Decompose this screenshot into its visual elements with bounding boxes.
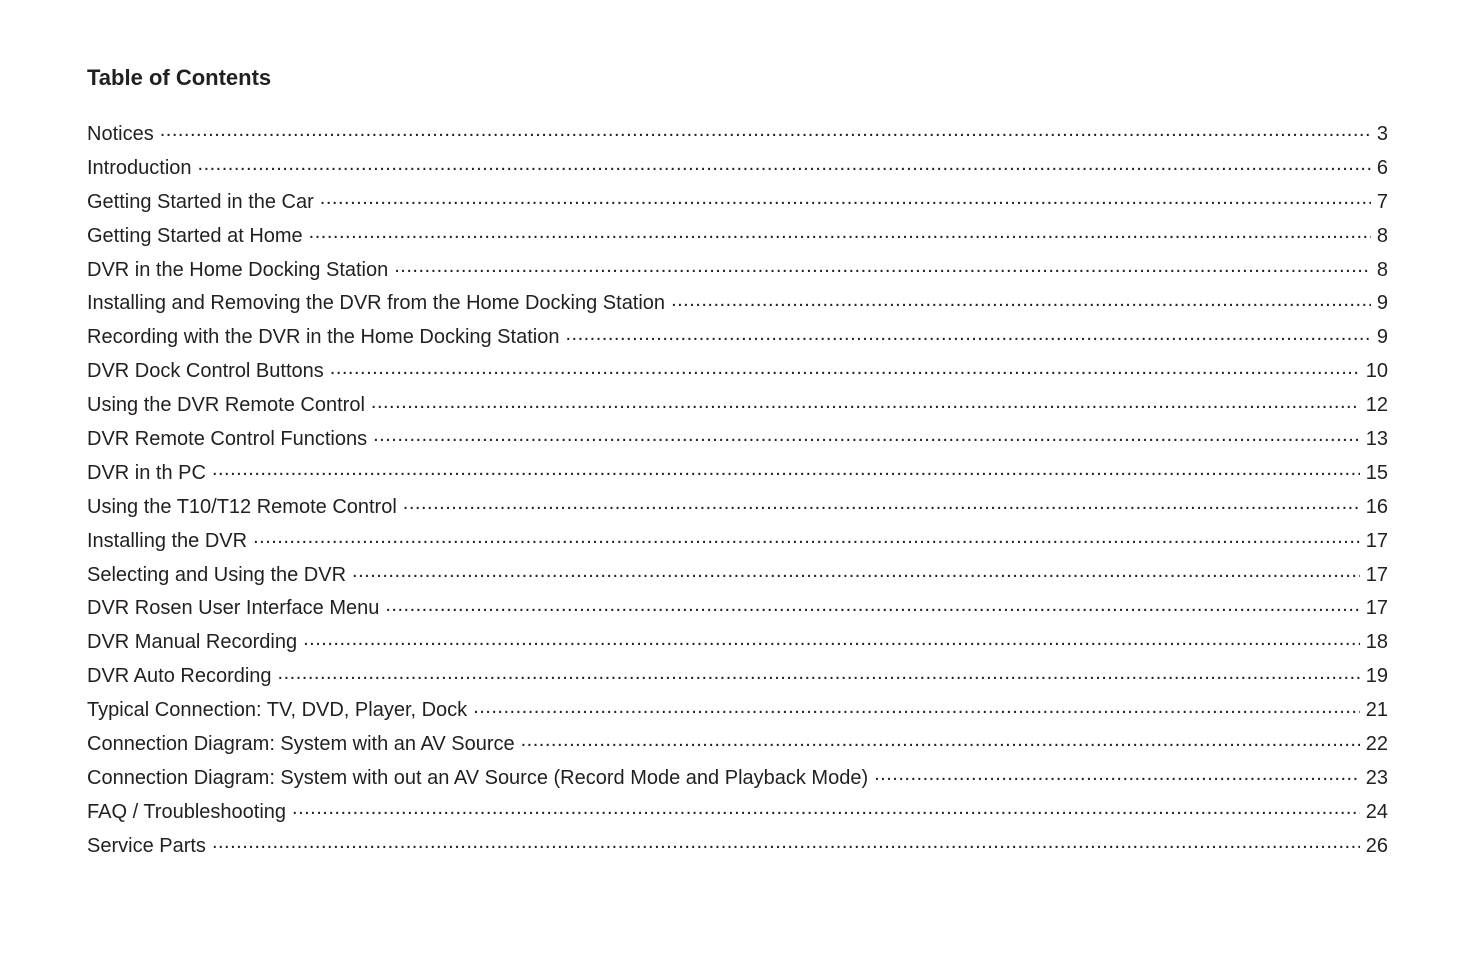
toc-entry[interactable] (87, 830, 1388, 864)
toc-entry-label: Selecting and Using the DVR (87, 563, 347, 586)
toc-list (87, 118, 1388, 864)
toc-entry-page: 8 (1376, 258, 1388, 281)
toc-entry-label: DVR in th PC (87, 461, 206, 484)
toc-entry-page: 26 (1365, 834, 1388, 857)
toc-entry-label: Getting Started in the Car (87, 190, 314, 213)
toc-entry-page: 18 (1365, 631, 1388, 654)
toc-entry-label: Recording with the DVR in the Home Docking Station (87, 326, 560, 349)
toc-dot-leader (473, 696, 1360, 716)
toc-dot-leader (874, 764, 1360, 784)
toc-entry-page: 8 (1376, 224, 1388, 247)
toc-dot-leader (565, 323, 1370, 343)
toc-entry[interactable] (87, 796, 1388, 830)
toc-entry[interactable] (87, 457, 1388, 491)
toc-entry-page: 19 (1365, 665, 1388, 688)
toc-entry-label: Typical Connection: TV, DVD, Player, Dock (87, 699, 468, 722)
toc-dot-leader (303, 628, 1360, 648)
toc-entry-page: 3 (1376, 123, 1388, 145)
toc-entry-label: Installing and Removing the DVR from the Home Docking Station (87, 292, 666, 315)
toc-entry[interactable] (87, 152, 1388, 186)
toc-entry-page: 10 (1365, 360, 1388, 383)
toc-entry[interactable] (87, 491, 1388, 525)
toc-entry[interactable] (87, 355, 1388, 389)
toc-entry-page: 9 (1376, 326, 1388, 349)
toc-entry[interactable] (87, 626, 1388, 660)
toc-entry[interactable] (87, 762, 1388, 796)
toc-dot-leader (403, 493, 1360, 513)
toc-dot-leader (373, 425, 1360, 445)
toc-entry[interactable] (87, 559, 1388, 593)
toc-entry[interactable] (87, 694, 1388, 728)
toc-dot-leader (253, 527, 1360, 547)
toc-entry-page: 23 (1365, 766, 1388, 789)
toc-dot-leader (309, 222, 1371, 242)
toc-dot-leader (521, 730, 1360, 750)
toc-dot-leader (320, 188, 1371, 208)
toc-entry-page: 15 (1365, 461, 1388, 484)
toc-page (87, 62, 1388, 864)
toc-entry[interactable] (87, 423, 1388, 457)
toc-entry-page: 17 (1365, 597, 1388, 620)
toc-dot-leader (394, 256, 1371, 276)
toc-dot-leader (292, 798, 1360, 818)
toc-dot-leader (278, 662, 1360, 682)
toc-entry-label: DVR Auto Recording (87, 665, 272, 688)
toc-dot-leader (352, 561, 1360, 581)
toc-entry-label: DVR Manual Recording (87, 631, 298, 654)
toc-entry-page: 9 (1376, 292, 1388, 315)
toc-entry-label: DVR Rosen User Interface Menu (87, 597, 380, 620)
toc-entry-page: 22 (1365, 733, 1388, 756)
toc-entry-page: 21 (1365, 699, 1388, 722)
toc-entry-label: FAQ / Troubleshooting (87, 800, 287, 823)
toc-entry-page: 24 (1365, 800, 1388, 823)
toc-entry-label: Service Parts (87, 834, 206, 857)
page-title: Table of Contents (87, 65, 272, 90)
toc-entry[interactable] (87, 321, 1388, 355)
toc-dot-leader (671, 289, 1371, 309)
toc-dot-leader (385, 594, 1359, 614)
toc-entry-label: DVR Dock Control Buttons (87, 360, 324, 383)
toc-dot-leader (371, 391, 1360, 411)
toc-entry[interactable] (87, 254, 1388, 288)
toc-entry[interactable] (87, 389, 1388, 423)
toc-dot-leader (198, 154, 1371, 174)
toc-entry-label: Connection Diagram: System with an AV Source (87, 733, 515, 756)
toc-entry-label: Installing the DVR (87, 529, 248, 552)
toc-entry-label: DVR in the Home Docking Station (87, 258, 389, 281)
toc-entry[interactable] (87, 592, 1388, 626)
toc-entry-label: Getting Started at Home (87, 224, 303, 247)
toc-entry[interactable] (87, 186, 1388, 220)
toc-dot-leader (160, 120, 1371, 140)
toc-entry-page: 12 (1365, 394, 1388, 417)
toc-entry-label: Notices (87, 123, 154, 145)
toc-entry-page: 17 (1365, 563, 1388, 586)
toc-entry[interactable] (87, 525, 1388, 559)
toc-entry-page: 17 (1365, 529, 1388, 552)
toc-entry-page: 16 (1365, 495, 1388, 518)
toc-dot-leader (212, 459, 1360, 479)
toc-entry-label: DVR Remote Control Functions (87, 428, 368, 451)
toc-entry[interactable] (87, 118, 1388, 152)
toc-entry-label: Introduction (87, 156, 192, 179)
toc-dot-leader (212, 832, 1360, 852)
toc-entry-page: 6 (1376, 156, 1388, 179)
toc-entry-page: 7 (1376, 190, 1388, 213)
toc-entry[interactable] (87, 220, 1388, 254)
toc-entry-label: Connection Diagram: System with out an AV Source (Record Mode and Playback Mode) (87, 766, 869, 789)
toc-entry-page: 13 (1365, 428, 1388, 451)
toc-dot-leader (330, 357, 1360, 377)
toc-entry-label: Using the DVR Remote Control (87, 394, 365, 417)
toc-entry[interactable] (87, 660, 1388, 694)
toc-entry[interactable] (87, 728, 1388, 762)
toc-entry-label: Using the T10/T12 Remote Control (87, 495, 397, 518)
toc-entry[interactable] (87, 287, 1388, 321)
